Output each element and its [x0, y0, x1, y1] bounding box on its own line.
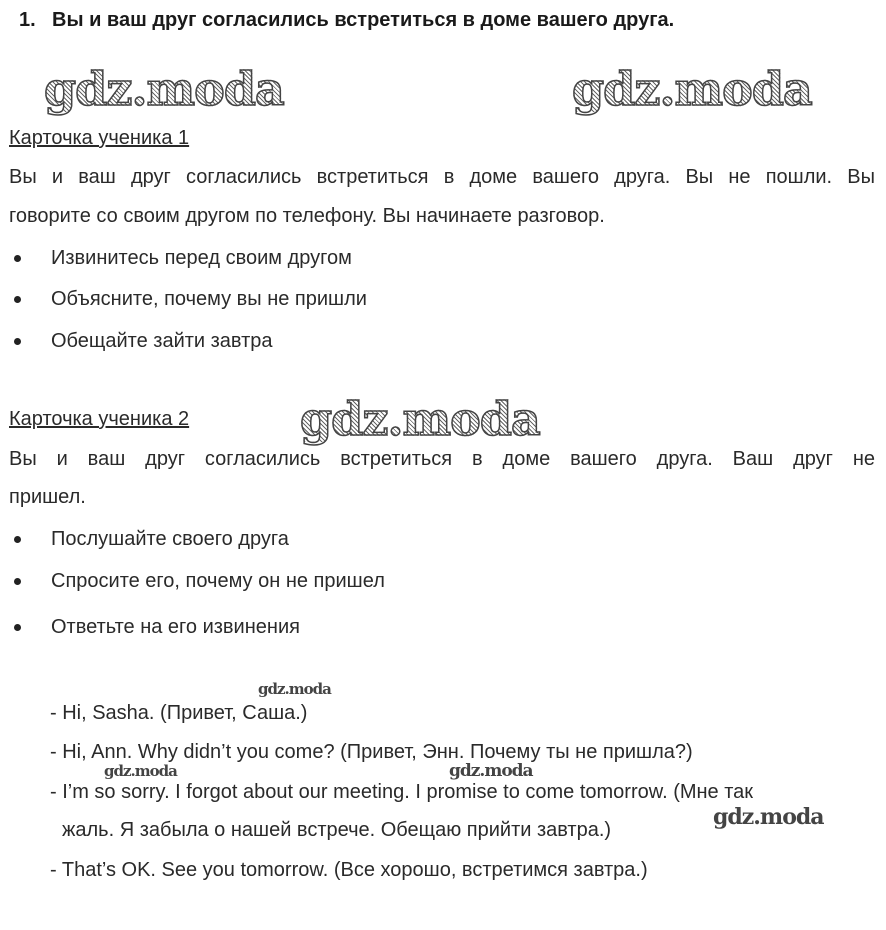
card1-text-line: говорите со своим другом по телефону. Вы начинаете разговор. — [9, 205, 605, 227]
bullet-icon — [14, 536, 21, 543]
task-title: Вы и ваш друг согласились встретиться в доме вашего друга. — [52, 9, 675, 31]
dialog-line: - I’m so sorry. I forgot about our meeting. I promise to come tomorrow. (Мне так — [50, 781, 754, 803]
card2-text-line: Вы и ваш друг согласились встретиться в доме вашего друга. Ваш друг не — [9, 448, 875, 470]
bullet-icon — [14, 296, 21, 303]
watermark-logo: gdz.moda — [449, 761, 533, 781]
watermark-logo: gdz.moda — [572, 62, 812, 116]
document-page: 1. Вы и ваш друг согласились встретиться в доме вашего друга. gdz.moda gdz.moda Карточка ученика 1 Вы и ваш друг согласились встретиться в доме вашего друга. Вы не пошли. Вы говорите со своим другом по телефону. Вы начинаете разговор. Извинитесь перед своим другом Объясните, почему вы не пришли Обещайте зайти завтра Карточка ученика 2 gdz.moda Вы и ваш друг согласились встретиться в доме вашего друга. Ваш друг не пришел. Послушайте своего друга Спросите его, почему он не пришел Ответьте на его извинения gdz.moda - Hi, Sasha. (Привет, Саша.) - Hi, Ann. Why didn’t you come? (Привет, Энн. Почему ты не пришла?) gdz.moda gdz.moda - I’m so sorry. I forgot about our meeting. I promise to come tomorrow. (Мне так жаль. Я забыла о нашей встрече. Обещаю прийти завтра.) gdz.moda - That’s OK. See you tomorrow. (Все хорошо, встретимся завтра.) — [9, 9, 875, 881]
dialog-line: - That’s OK. See you tomorrow. (Все хорошо, встретимся завтра.) — [50, 859, 648, 881]
bullet-icon — [14, 255, 21, 262]
dialog-line: жаль. Я забыла о нашей встрече. Обещаю прийти завтра.) — [62, 819, 612, 841]
watermark-logo: gdz.moda — [44, 62, 284, 116]
bullet-icon — [14, 624, 21, 631]
dialog-line: - Hi, Sasha. (Привет, Саша.) — [50, 702, 308, 724]
card2-text-line: пришел. — [9, 486, 86, 508]
card2-heading: Карточка ученика 2 — [9, 408, 190, 430]
card1-heading: Карточка ученика 1 — [9, 127, 190, 149]
watermark-logo: gdz.moda — [258, 680, 331, 698]
watermark-logo: gdz.moda — [713, 804, 824, 830]
watermark-logo: gdz.moda — [300, 392, 540, 446]
card1-text-line: Вы и ваш друг согласились встретиться в доме вашего друга. Вы не пошли. Вы — [9, 166, 875, 188]
bullet-icon — [14, 338, 21, 345]
watermark-logo: gdz.moda — [104, 762, 177, 780]
bullet-icon — [14, 578, 21, 585]
task-number: 1. — [19, 9, 36, 31]
dialog-line: - Hi, Ann. Why didn’t you come? (Привет, Энн. Почему ты не пришла?) — [50, 741, 693, 763]
